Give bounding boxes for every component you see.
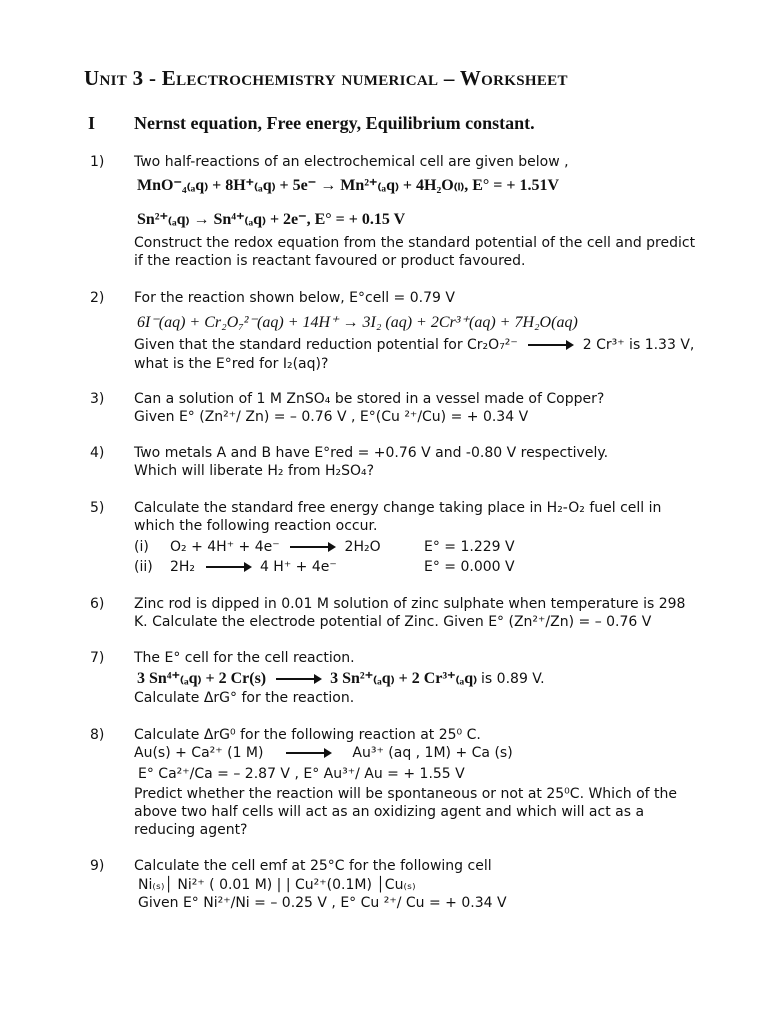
question-3-text: Can a solution of 1 M ZnSO₄ be stored in a vessel made of Copper?: [134, 391, 605, 407]
question-1-equation-2: Sn²⁺₍ₐq₎ → Sn⁴⁺₍ₐq₎ + 2e⁻, E° = + 0.15 V: [137, 211, 406, 228]
question-9-text-3: Given E° Ni²⁺/Ni = – 0.25 V , E° Cu ²⁺/ Cu = + 0.34 V: [138, 895, 507, 911]
question-7-equation-left: 3 Sn⁴⁺₍ₐq₎ + 2 Cr(s): [137, 670, 267, 687]
question-2-text: For the reaction shown below, E°cell = 0.79 V: [134, 290, 455, 306]
question-2-text-2a: Given that the standard reduction potential for Cr₂O₇²⁻: [134, 337, 518, 353]
question-1-text-3: if the reaction is reactant favoured or product favoured.: [134, 253, 526, 269]
question-5-reaction-2-potential: E° = 0.000 V: [424, 559, 515, 575]
section-title: Nernst equation, Free energy, Equilibrium constant.: [134, 113, 535, 133]
question-8-text-3: E° Ca²⁺/Ca = – 2.87 V , E° Au³⁺/ Au = + 1.55 V: [138, 766, 465, 782]
question-5-reaction-1: [170, 539, 381, 555]
question-9-number: 9): [90, 858, 105, 874]
question-1-number: 1): [90, 154, 105, 170]
reaction-arrow-icon: [528, 344, 572, 346]
question-8-text-6: reducing agent?: [134, 822, 248, 838]
question-5-text-2: which the following reaction occur.: [134, 518, 378, 534]
question-8-equation: [134, 745, 513, 761]
question-8-text-4: Predict whether the reaction will be spontaneous or not at 25⁰C. Which of the: [134, 786, 678, 802]
reaction-arrow-icon: [206, 566, 250, 568]
question-8-text: Calculate ΔrG⁰ for the following reaction at 25⁰ C.: [134, 727, 481, 743]
question-1-equation-1: MnO⁻₄₍ₐq₎ + 8H⁺₍ₐq₎ + 5e⁻ → Mn²⁺₍ₐq₎ + 4H₂O₍ₗ₎, E° = + 1.51V: [137, 177, 560, 194]
question-7-equation-tail: is 0.89 V.: [481, 671, 545, 687]
question-2-equation: 6I⁻(aq) + Cr₂O₇²⁻(aq) + 14H⁺ → 3I₂ (aq) + 2Cr³⁺(aq) + 7H₂O(aq): [137, 314, 578, 331]
reaction-2-left: 2H₂: [170, 559, 196, 575]
question-5-reaction-2: [170, 559, 337, 575]
question-7-equation: [137, 668, 545, 688]
reaction-1-right: 2H₂O: [344, 539, 381, 555]
question-7-number: 7): [90, 650, 105, 666]
question-7-text: The E° cell for the cell reaction.: [134, 650, 355, 666]
question-4-number: 4): [90, 445, 105, 461]
reaction-arrow-icon: [290, 546, 334, 548]
question-7-equation-right: 3 Sn²⁺₍ₐq₎ + 2 Cr³⁺₍ₐq₎: [330, 670, 478, 687]
question-1-text-2: Construct the redox equation from the standard potential of the cell and predict: [134, 235, 696, 251]
reaction-arrow-icon: [276, 678, 320, 680]
reaction-1-left: O₂ + 4H⁺ + 4e⁻: [170, 539, 280, 555]
worksheet-title: Unit 3 - Electrochemistry numerical – Worksheet: [84, 66, 568, 90]
question-5-reaction-1-label: (i): [134, 539, 149, 555]
question-9-cell-notation: Ni₍ₛ₎│ Ni²⁺ ( 0.01 M) | | Cu²⁺(0.1M) │Cu₍ₛ₎: [138, 877, 416, 893]
question-8-number: 8): [90, 727, 105, 743]
question-2-text-2: [134, 337, 694, 353]
question-8-text-5: above two half cells will act as an oxidizing agent and which will act as a: [134, 804, 645, 820]
question-6-number: 6): [90, 596, 105, 612]
question-7-text-3: Calculate ΔrG° for the reaction.: [134, 690, 355, 706]
question-9-text: Calculate the cell emf at 25°C for the following cell: [134, 858, 492, 874]
question-1-text: Two half-reactions of an electrochemical cell are given below ,: [134, 154, 569, 170]
section-number: I: [88, 113, 96, 133]
reaction-arrow-icon: [286, 752, 330, 754]
question-2-text-2b: 2 Cr³⁺ is 1.33 V,: [582, 337, 695, 353]
question-2-text-3: what is the E°red for I₂(aq)?: [134, 356, 329, 372]
question-2-number: 2): [90, 290, 105, 306]
question-3-number: 3): [90, 391, 105, 407]
question-8-equation-right: Au³⁺ (aq , 1M) + Ca (s): [352, 745, 513, 761]
question-4-text-2: Which will liberate H₂ from H₂SO₄?: [134, 463, 375, 479]
reaction-2-right: 4 H⁺ + 4e⁻: [259, 559, 337, 575]
question-6-text-2: K. Calculate the electrode potential of Zinc. Given E° (Zn²⁺/Zn) = – 0.76 V: [134, 614, 652, 630]
question-6-text: Zinc rod is dipped in 0.01 M solution of zinc sulphate when temperature is 298: [134, 596, 686, 612]
question-8-equation-left: Au(s) + Ca²⁺ (1 M): [134, 745, 264, 761]
question-5-reaction-2-label: (ii): [134, 559, 153, 575]
question-3-text-2: Given E° (Zn²⁺/ Zn) = – 0.76 V , E°(Cu ²⁺/Cu) = + 0.34 V: [134, 409, 529, 425]
question-5-reaction-1-potential: E° = 1.229 V: [424, 539, 515, 555]
question-4-text: Two metals A and B have E°red = +0.76 V and -0.80 V respectively.: [134, 445, 609, 461]
question-5-number: 5): [90, 500, 105, 516]
question-5-text: Calculate the standard free energy change taking place in H₂-O₂ fuel cell in: [134, 500, 662, 516]
